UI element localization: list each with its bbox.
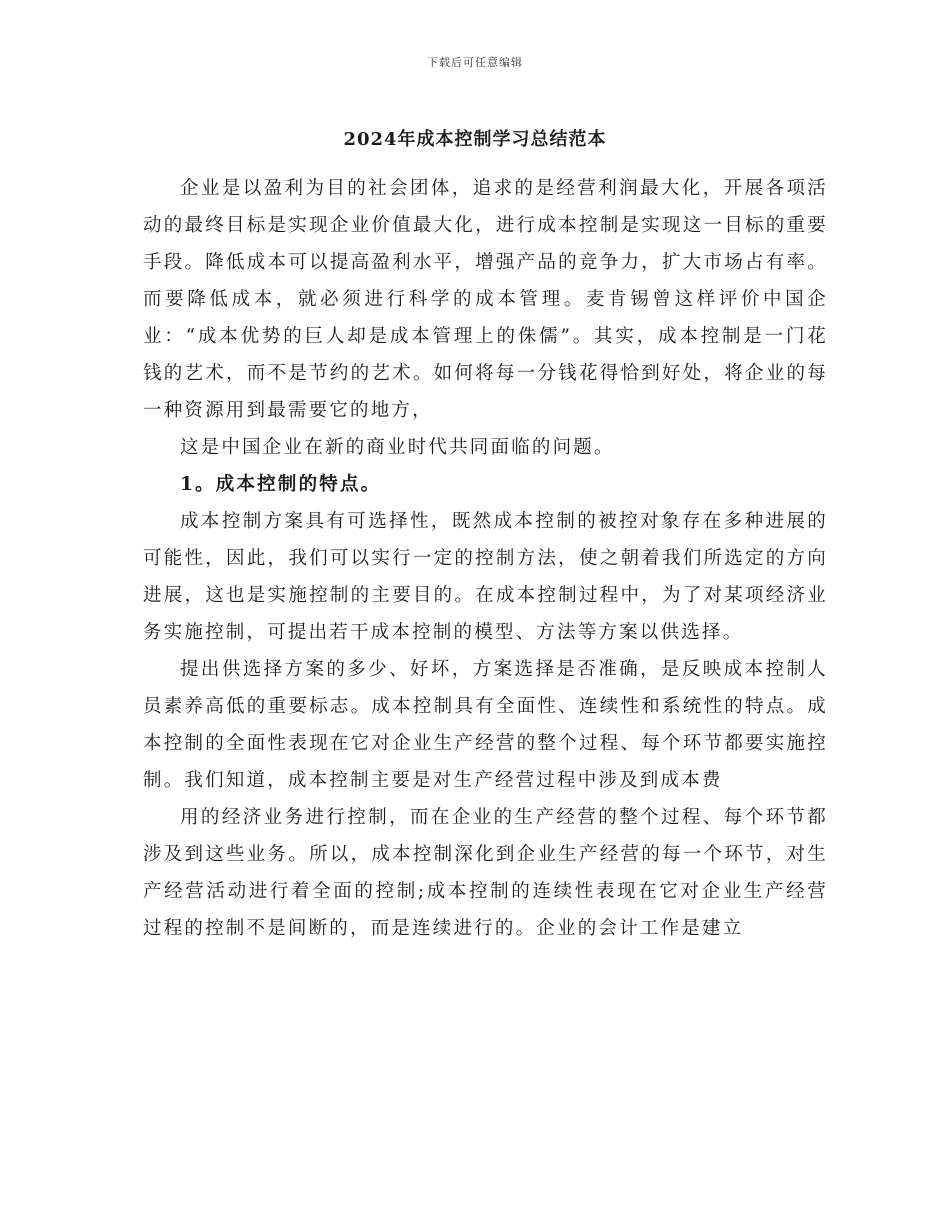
paragraph-intro: 企业是以盈利为目的社会团体，追求的是经营利润最大化，开展各项活动的最终目标是实现企业价值最大化，进行成本控制是实现这一目标的重要手段。降低成本可以提高盈利水平，增强产品的竞争力，扩大市场占有率。而要降低成本，就必须进行科学的成本管理。麦肯锡曾这样评价中国企业：“成本优势的巨人却是成本管理上的侏儒”。其实，成本控制是一门花钱的艺术，而不是节约的艺术。如何将每一分钱花得恰到好处，将企业的每一种资源用到最需要它的地方， bbox=[143, 178, 828, 421]
paragraph-challenge: 这是中国企业在新的商业时代共同面临的问题。 bbox=[180, 437, 615, 458]
document-body bbox=[143, 170, 828, 947]
page-header-note: 下载后可任意编辑 bbox=[427, 56, 523, 69]
section-heading-features: 1。成本控制的特点。 bbox=[180, 474, 382, 495]
paragraph-comprehensiveness: 提出供选择方案的多少、好坏，方案选择是否准确，是反映成本控制人员素养高低的重要标志。成本控制具有全面性、连续性和系统性的特点。成本控制的全面性表现在它对企业生产经营的整个过程、每个环节都要实施控制。我们知道，成本控制主要是对生产经营过程中涉及到成本费 bbox=[143, 659, 828, 791]
paragraph-continuity: 用的经济业务进行控制，而在企业的生产经营的整个过程、每个环节都涉及到这些业务。所以，成本控制深化到企业生产经营的每一个环节，对生产经营活动进行着全面的控制;成本控制的连续性表现在它对企业生产经营过程的控制不是间断的，而是连续进行的。企业的会计工作是建立 bbox=[143, 807, 828, 939]
paragraph-selectability: 成本控制方案具有可选择性，既然成本控制的被控对象存在多种进展的可能性，因此，我们可以实行一定的控制方法，使之朝着我们所选定的方向进展，这也是实施控制的主要目的。在成本控制过程中，为了对某项经济业务实施控制，可提出若干成本控制的模型、方法等方案以供选择。 bbox=[143, 511, 828, 643]
document-title: 2024年成本控制学习总结范本 bbox=[343, 129, 607, 150]
